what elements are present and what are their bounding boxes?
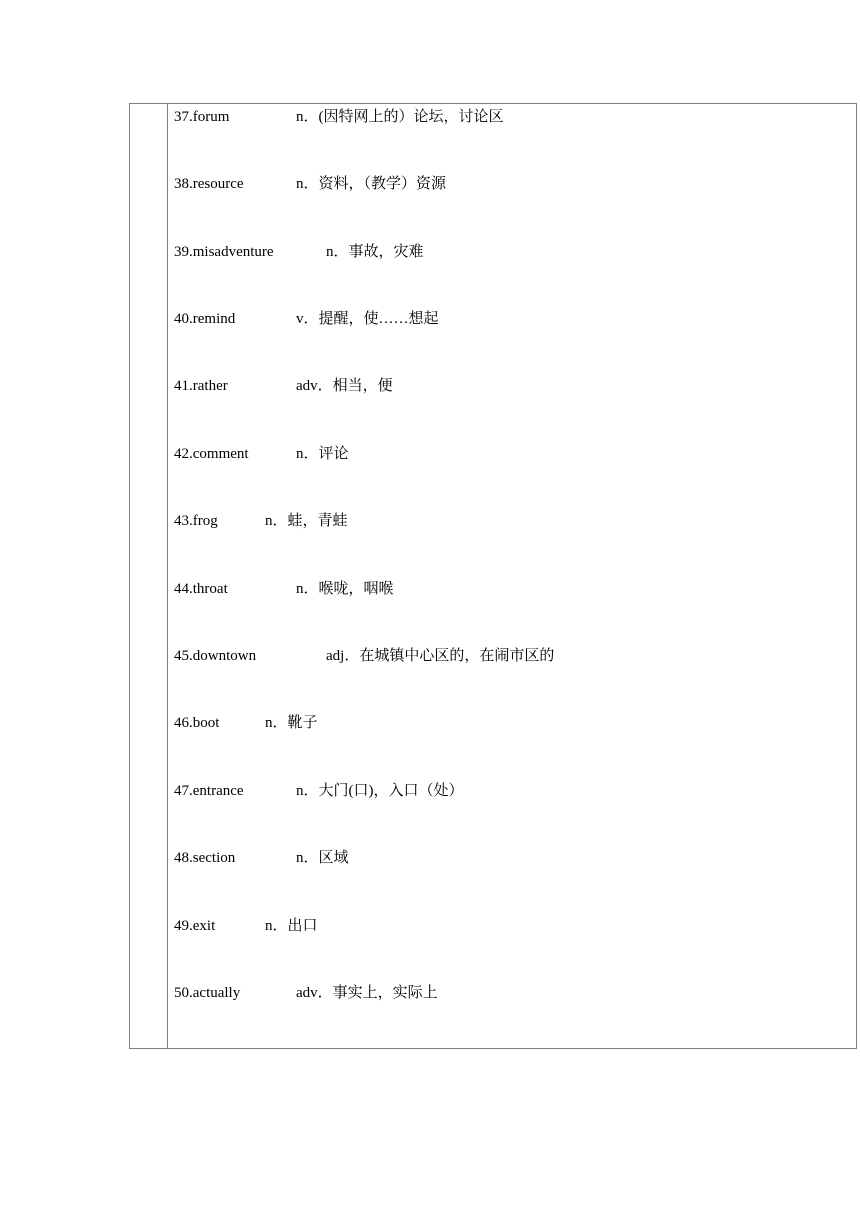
- vocab-definition: n．(因特网上的）论坛，讨论区: [296, 109, 504, 125]
- vocabulary-table: [129, 103, 857, 1049]
- vocab-definition: n．出口: [265, 918, 318, 934]
- vocab-word: 43.frog: [174, 513, 218, 529]
- vocab-definition: n．喉咙，咽喉: [296, 581, 394, 597]
- vocab-definition: n．区域: [296, 850, 349, 866]
- vocab-word: 41.rather: [174, 378, 228, 394]
- vocab-word: 38.resource: [174, 176, 244, 192]
- vocab-word: 47.entrance: [174, 783, 244, 799]
- vocab-word: 39.misadventure: [174, 244, 274, 260]
- vocab-definition: n．蛙，青蛙: [265, 513, 348, 529]
- vocab-definition: n．靴子: [265, 715, 318, 731]
- vocabulary-list: [174, 104, 856, 1048]
- vocab-definition: adj．在城镇中心区的，在闹市区的: [326, 648, 555, 664]
- vocab-definition: n．事故，灾难: [326, 244, 424, 260]
- table-left-column: [130, 104, 168, 1048]
- vocab-definition: n．大门(口)，入口（处）: [296, 783, 464, 799]
- vocab-word: 48.section: [174, 850, 236, 866]
- vocab-definition: n．评论: [296, 446, 349, 462]
- vocab-word: 49.exit: [174, 918, 216, 934]
- vocab-definition: n．资料，（教学）资源: [296, 176, 447, 192]
- vocab-word: 50.actually: [174, 985, 241, 1001]
- vocab-word: 42.comment: [174, 446, 249, 462]
- vocab-word: 40.remind: [174, 311, 236, 327]
- vocab-word: 46.boot: [174, 715, 220, 731]
- vocab-word: 45.downtown: [174, 648, 257, 664]
- vocab-word: 44.throat: [174, 581, 228, 597]
- vocab-definition: adv．相当，便: [296, 378, 393, 394]
- vocab-word: 37.forum: [174, 109, 230, 125]
- vocab-definition: v．提醒，使……想起: [296, 311, 439, 327]
- vocab-definition: adv．事实上，实际上: [296, 985, 438, 1001]
